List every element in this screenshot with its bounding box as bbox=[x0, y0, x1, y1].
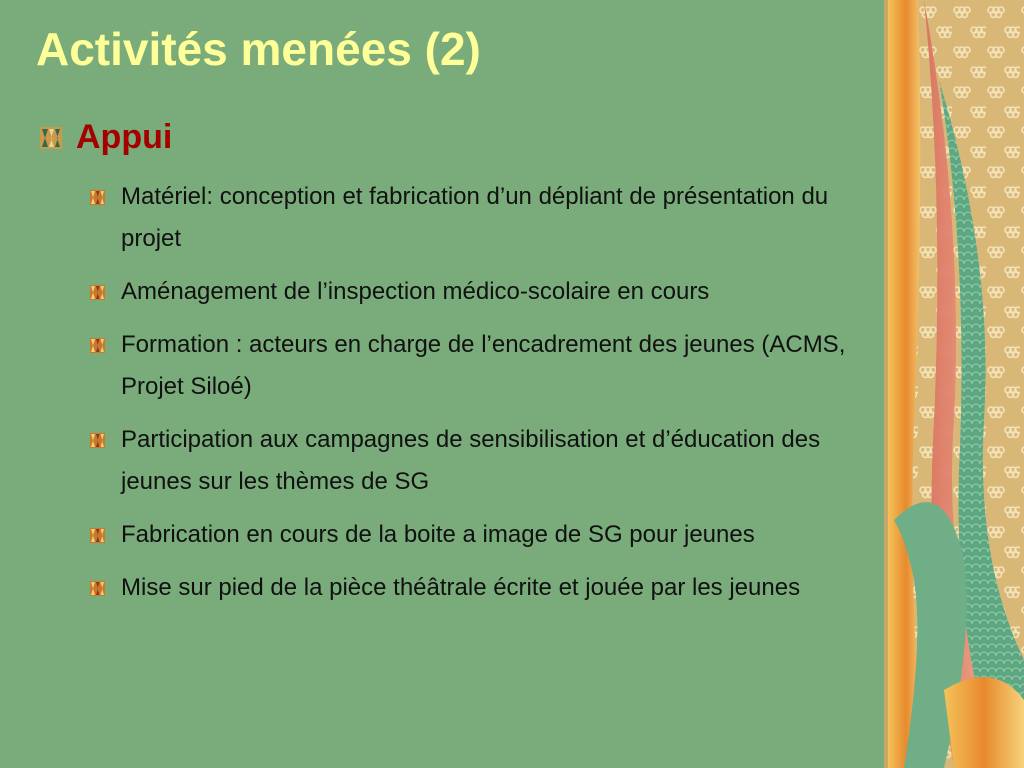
striped-square-bullet-icon bbox=[90, 338, 105, 353]
striped-square-bullet-icon bbox=[40, 127, 62, 149]
list-item bbox=[90, 514, 860, 556]
slide-title: Activités menées (2) bbox=[36, 23, 481, 75]
list-item bbox=[90, 176, 860, 260]
list-item bbox=[90, 324, 860, 408]
list-item bbox=[90, 419, 860, 503]
bullet-text: Aménagement de l’inspection médico-scolaire en cours bbox=[121, 278, 710, 305]
bullet-text: Formation : acteurs en charge de l’encadrement des jeunes (ACMS, Projet Siloé) bbox=[121, 331, 846, 400]
bullet-text: Mise sur pied de la pièce théâtrale écrite et jouée par les jeunes bbox=[121, 574, 801, 601]
striped-square-bullet-icon bbox=[90, 528, 105, 543]
striped-square-bullet-icon bbox=[90, 190, 105, 205]
striped-square-bullet-icon bbox=[90, 581, 105, 596]
section-heading: Appui bbox=[76, 118, 173, 156]
bullet-text: Matériel: conception et fabrication d’un dépliant de présentation du projet bbox=[121, 183, 829, 252]
bullet-list bbox=[90, 176, 860, 620]
heading-row bbox=[40, 118, 172, 157]
floral-ribbon-panel bbox=[884, 0, 1024, 768]
bullet-text: Fabrication en cours de la boite a image de SG pour jeunes bbox=[121, 521, 755, 548]
list-item bbox=[90, 567, 860, 609]
striped-square-bullet-icon bbox=[90, 433, 105, 448]
striped-square-bullet-icon bbox=[90, 285, 105, 300]
list-item bbox=[90, 271, 860, 313]
bullet-text: Participation aux campagnes de sensibilisation et d’éducation des jeunes sur les thèmes de SG bbox=[121, 426, 821, 495]
